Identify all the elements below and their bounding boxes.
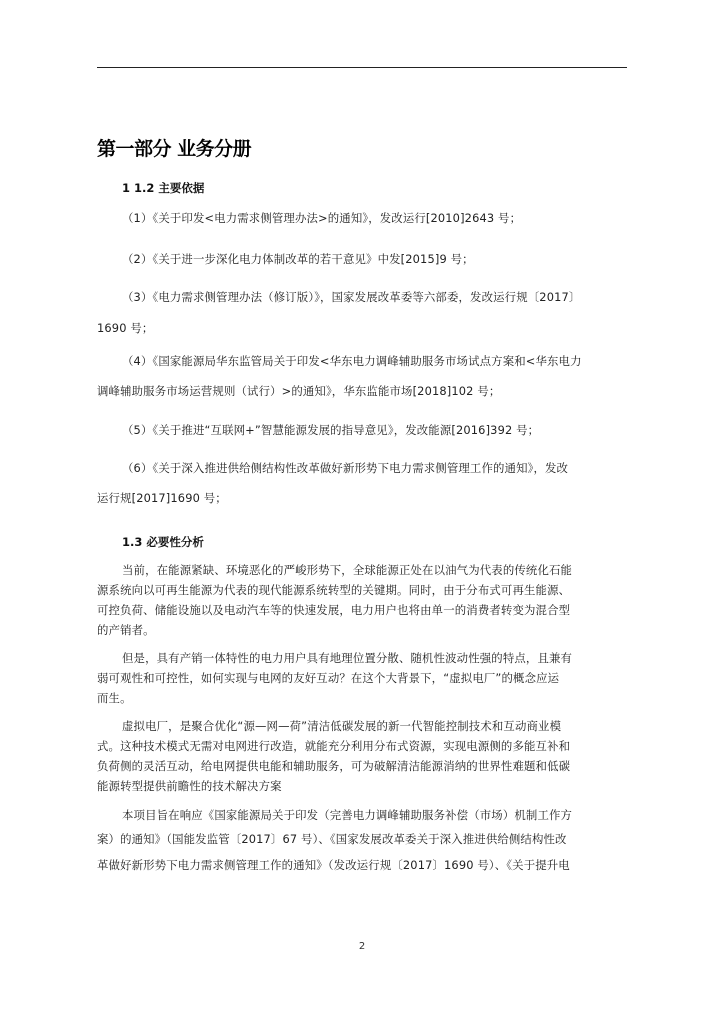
body-text-line: 弱可观性和可控性，如何实现与电网的友好互动？在这个大背景下，“虚拟电厂”的概念应运 [97, 671, 560, 685]
body-text-line: 式。这种技术模式无需对电网进行改造，就能充分利用分布式资源，实现电源侧的多能互补和 [97, 739, 571, 753]
page-number: 2 [358, 941, 366, 952]
basis-line: （3）《电力需求侧管理办法（修订版）》，国家发展改革委等六部委，发改运行规〔2017〕 [122, 290, 581, 304]
basis-line: 调峰辅助服务市场运营规则（试行）>的通知》，华东监能市场[2018]102 号； [97, 384, 501, 398]
basis-line: （1）《关于印发<电力需求侧管理办法>的通知》，发改运行[2010]2643 号； [122, 211, 522, 225]
body-text-line: 本项目旨在响应《国家能源局关于印发（完善电力调峰辅助服务补偿（市场）机制工作方 [122, 808, 573, 822]
section-heading-analysis: 1.3 必要性分析 [122, 535, 204, 549]
section-heading-basis: 1 1.2 主要依据 [122, 181, 205, 195]
body-text-line: 可控负荷、储能设施以及电动汽车等的快速发展，电力用户也将由单一的消费者转变为混合型 [97, 603, 571, 617]
body-text-line: 但是，具有产销一体特性的电力用户具有地理位置分散、随机性波动性强的特点，且兼有 [122, 651, 573, 665]
body-text-line: 能源转型提供前瞻性的技术解决方案 [97, 779, 282, 793]
part-heading: 第一部分 业务分册 [97, 138, 252, 160]
basis-line: 1690 号； [97, 321, 154, 335]
body-text-line: 源系统向以可再生能源为代表的现代能源系统转型的关键期。同时，由于分布式可再生能源、 [97, 583, 571, 597]
basis-line: （5）《关于推进“互联网+”智慧能源发展的指导意见》，发改能源[2016]392 号； [122, 423, 540, 437]
basis-line: （2）《关于进一步深化电力体制改革的若干意见》中发[2015]9 号； [122, 252, 474, 266]
body-text-line: 革做好新形势下电力需求侧管理工作的通知》（发改运行规〔2017〕1690 号）、《关于提升电 [97, 858, 570, 872]
basis-line: （6）《关于深入推进供给侧结构性改革做好新形势下电力需求侧管理工作的通知》，发改 [122, 461, 569, 475]
body-text-line: 案）的通知》（国能发监管〔2017〕67 号）、《国家发展改革委关于深入推进供给侧结构性改 [97, 832, 567, 846]
basis-line: （4）《国家能源局华东监管局关于印发<华东电力调峰辅助服务市场试点方案和<华东电力 [122, 354, 582, 368]
body-text-line: 负荷侧的灵活互动，给电网提供电能和辅助服务，可为破解清洁能源消纳的世界性难题和低碳 [97, 759, 571, 773]
body-text-line: 虚拟电厂，是聚合优化“源—网—荷”清洁低碳发展的新一代智能控制技术和互动商业模 [122, 719, 562, 733]
body-text-line: 当前，在能源紧缺、环境恶化的严峻形势下，全球能源正处在以油气为代表的传统化石能 [122, 563, 573, 577]
header-rule [97, 67, 627, 68]
body-text-line: 的产销者。 [97, 623, 155, 637]
basis-line: 运行规[2017]1690 号； [97, 491, 227, 505]
body-text-line: 而生。 [97, 691, 132, 705]
